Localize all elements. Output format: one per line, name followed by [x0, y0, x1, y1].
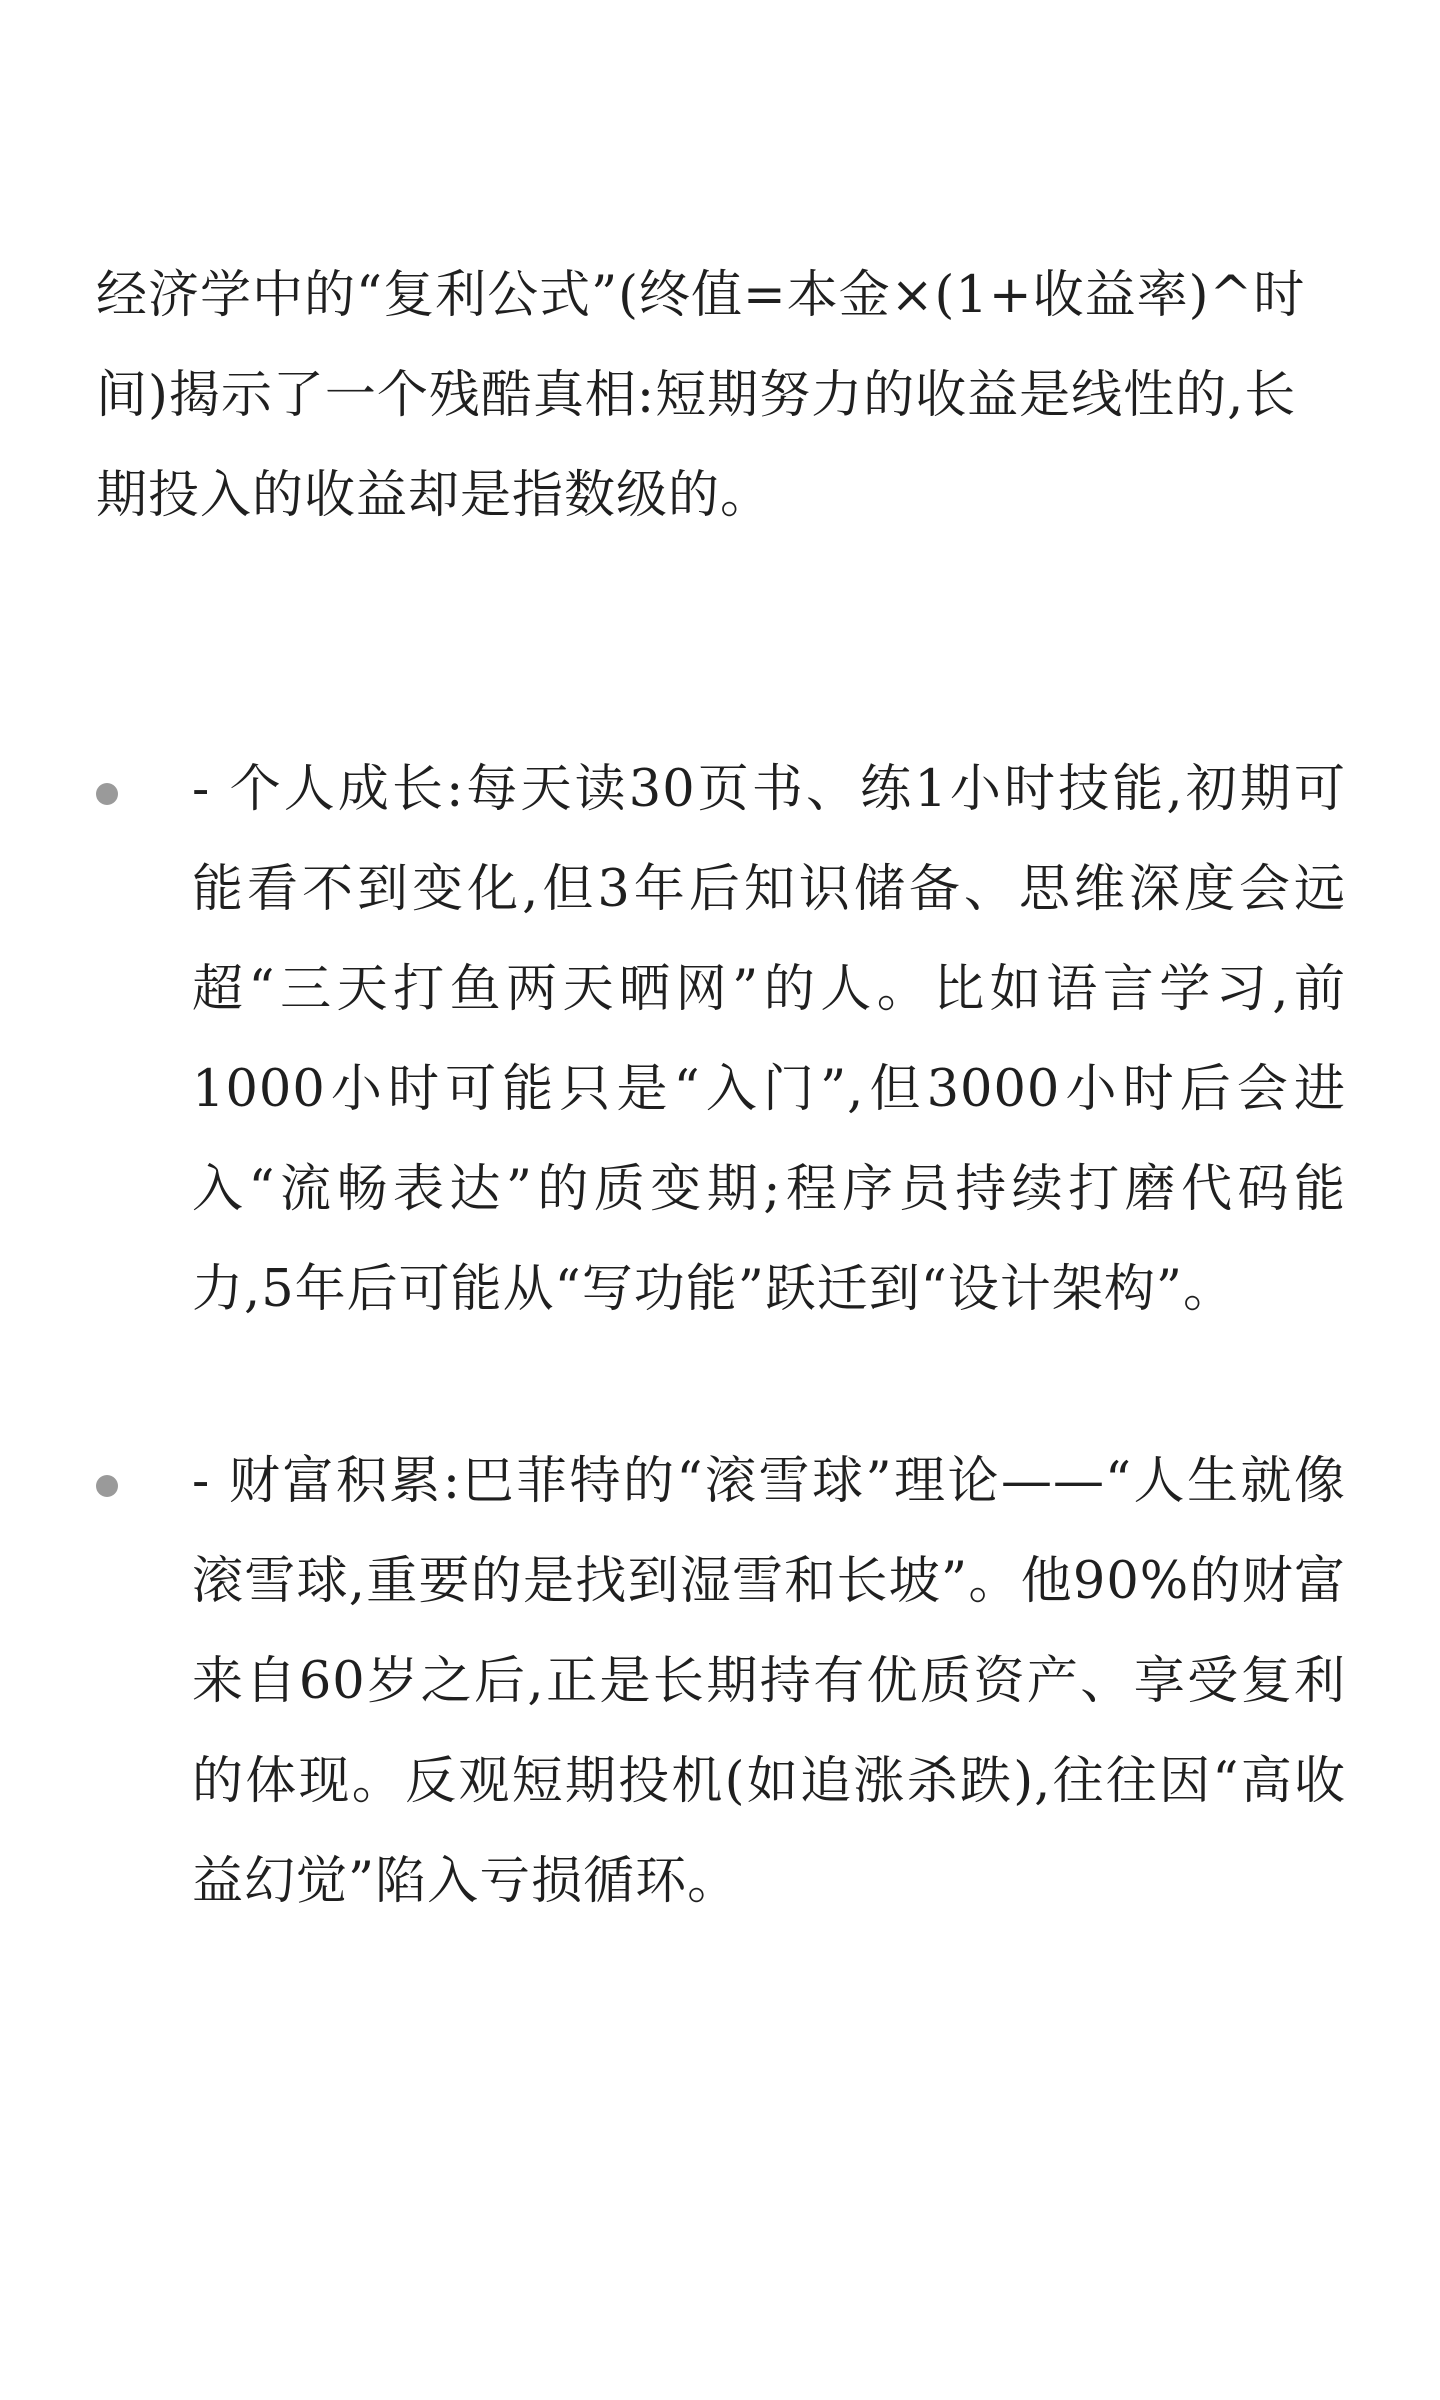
list-item-wealth-accumulation	[96, 1432, 1346, 1932]
list-item-personal-growth	[96, 740, 1346, 1340]
bullet-dot-icon	[96, 1475, 118, 1497]
intro-paragraph: 经济学中的“复利公式”(终值=本金×(1+收益率)^时间)揭示了一个残酷真相:短期努力的收益是线性的,长期投入的收益却是指数级的。	[96, 266, 1306, 525]
list-item-text: - 财富积累:巴菲特的“滚雪球”理论——“人生就像滚雪球,重要的是找到湿雪和长坡”。他90%的财富来自60岁之后,正是长期持有优质资产、享受复利的体现。反观短期投机(如追涨杀跌),往往因“高收益幻觉”陷入亏损循环。	[192, 1452, 1346, 1911]
bullet-dot-icon	[96, 783, 118, 805]
bullet-list	[96, 740, 1346, 2024]
list-item-text: - 个人成长:每天读30页书、练1小时技能,初期可能看不到变化,但3年后知识储备、思维深度会远超“三天打鱼两天晒网”的人。比如语言学习,前1000小时可能只是“入门”,但3000小时后会进入“流畅表达”的质变期;程序员持续打磨代码能力,5年后可能从“写功能”跃迁到“设计架构”。	[192, 760, 1346, 1319]
